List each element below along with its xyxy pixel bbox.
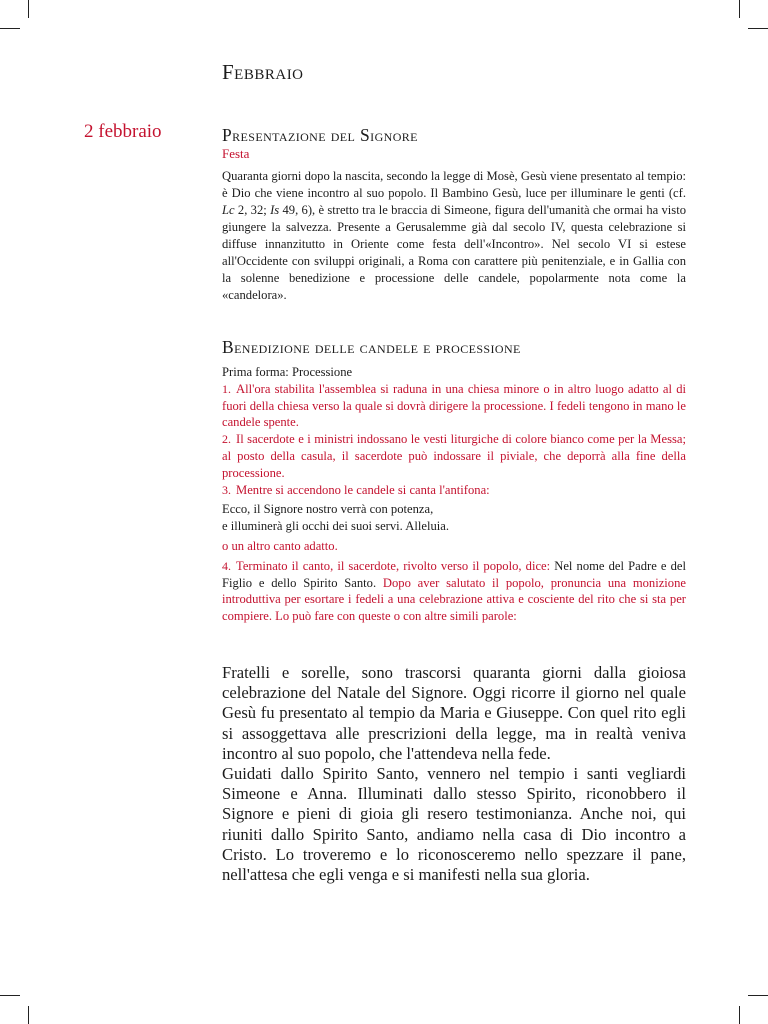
date-label: 2 febbraio (84, 121, 162, 142)
item-number: 2. (222, 432, 231, 447)
homily-paragraph: Fratelli e sorelle, sono trascorsi quaranta giorni dalla gioiosa celebrazione del Natale del Signore. Oggi ricorre il giorno nel quale Gesù fu presentato al tempio da Maria e Giuseppe. Con quel rito egli si assoggettava alle prescrizioni della legge, ma in realtà veniva incontro al suo popolo, che l'attendeva nella fede. (222, 663, 686, 763)
month-heading: Febbraio (222, 60, 304, 84)
feast-block (222, 124, 686, 304)
rubric-text: Dopo aver salutato il popolo, pronuncia una monizione introduttiva per esortare i fedeli a una celebrazione attiva e cosciente del rito che si sta per compiere. Lo può fare con queste o con altre simili parole: (222, 575, 686, 624)
alt-chant-note: o un altro canto adatto. (222, 538, 338, 553)
bible-ref: Lc (222, 203, 235, 217)
spoken-text: Nel nome del Padre e del Figlio e dello Spirito Santo. (222, 558, 686, 590)
homily-paragraph: Guidati dallo Spirito Santo, vennero nel tempio i santi vegliardi Simeone e Anna. Illuminati dallo stesso Spirito, riconobbero il Signore e pieni di gioia gli resero testimonianza. Anche noi, qui riuniti dallo Spirito Santo, andiamo nella casa di Dio incontro a Cristo. Lo troveremo e lo riconosceremo nello spezzare il pane, nell'attesa che egli venga e si manifesti nella sua gloria. (222, 764, 686, 885)
rubric-item-2 (222, 431, 686, 481)
item-number: 3. (222, 482, 231, 497)
intro-text: 2, 32; (234, 203, 271, 217)
crop-mark (739, 0, 740, 18)
crop-mark (0, 28, 20, 29)
rubric-item-3 (222, 482, 686, 499)
rubric-text: Il sacerdote e i ministri indossano le vesti liturgiche di colore bianco come per la Messa; al posto della casula, il sacerdote può indossare il piviale, che deporrà alla fine della processione. (222, 432, 686, 480)
feast-intro (222, 168, 686, 304)
crop-mark (748, 28, 768, 29)
crop-mark (0, 995, 20, 996)
section-subtitle: Prima forma: Processione (222, 365, 353, 379)
antiphon-line: e illuminerà gli occhi dei suoi servi. Alleluia. (222, 519, 449, 534)
crop-mark (28, 1006, 29, 1024)
rubric-item-4 (222, 558, 686, 625)
crop-mark (28, 0, 29, 18)
feast-title: Presentazione del Signore (222, 125, 418, 145)
rubric-text: All'ora stabilita l'assemblea si raduna in una chiesa minore o in altro luogo adatto al di fuori della chiesa verso la quale si dovrà dirigere la processione. I fedeli tengono in mano le candele spente. (222, 381, 686, 430)
crop-mark (748, 995, 768, 996)
section-title: Benedizione delle candele e processione (222, 337, 521, 357)
rubric-item-1 (222, 381, 686, 431)
rubric-text: Terminato il canto, il sacerdote, rivolto verso il popolo, dice: (236, 558, 551, 573)
item-number: 1. (222, 381, 231, 396)
blessing-section (222, 336, 686, 625)
crop-mark (739, 1006, 740, 1024)
homily-text (222, 663, 686, 885)
intro-text: Quaranta giorni dopo la nascita, secondo la legge di Mosè, Gesù viene presentato al tempio: è Dio che viene incontro al suo popolo. Il Bambino Gesù, luce per illuminare le genti (cf. (222, 169, 686, 200)
item-number: 4. (222, 558, 231, 573)
intro-text: 49, 6), è stretto tra le braccia di Simeone, figura dell'umanità che ormai ha visto giungere la salvezza. Presente a Gerusalemme già dal secolo IV, questa celebrazione si diffuse innanzitutto in Oriente come festa dell'«Incontro». Nel secolo VI si estese all'Occidente con sviluppi originali, a Roma con carattere più penitenziale, e in Gallia con la solenne benedizione e processione delle candele, popolarmente nota come la «candelora». (222, 203, 687, 302)
antiphon-line: Ecco, il Signore nostro verrà con potenza, (222, 502, 434, 517)
feast-grade: Festa (222, 146, 250, 161)
bible-ref: Is (270, 203, 280, 217)
rubric-text: Mentre si accendono le candele si canta l'antifona: (236, 482, 490, 497)
